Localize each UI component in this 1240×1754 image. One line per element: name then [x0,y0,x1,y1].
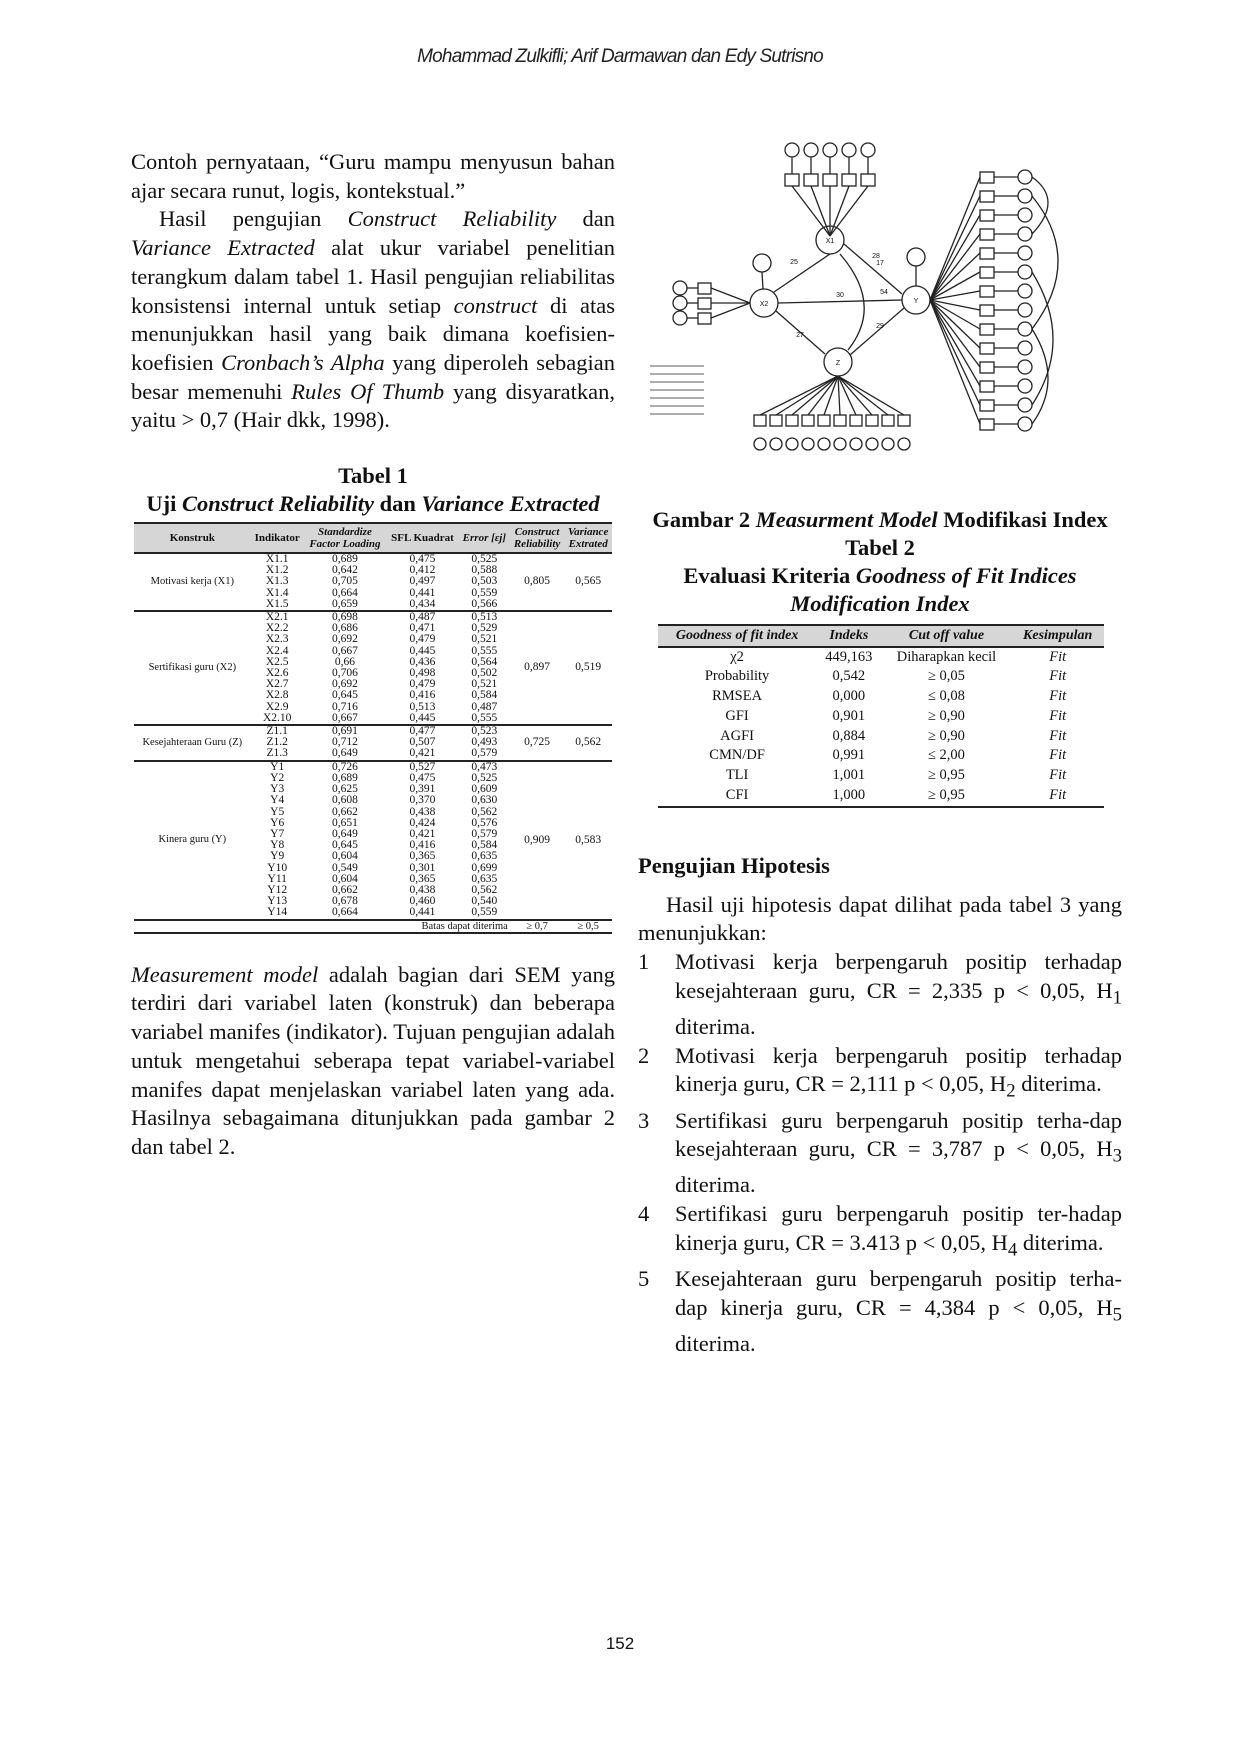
cutoff-cell: ≥ 0,95 [927,767,965,784]
sq-cell: 0,445 [409,711,436,724]
list-number: 4 [638,1201,650,1227]
ind-cell: X2.10 [262,711,292,724]
ind-cell: X1.2 [265,564,289,577]
indeks-cell: 0,884 [832,727,866,744]
sq-cell: 0,370 [409,794,436,807]
sfl-cell: 0,659 [332,597,358,610]
th-sfl-kuadrat: SFL Kuadrat [386,523,459,553]
sfl-cell: 0,642 [332,564,358,577]
sfl-cell: 0,664 [332,906,358,919]
kes-cell: Fit [1049,668,1067,685]
table-goodness-of-fit [658,624,1104,808]
list-item [638,948,1122,1042]
label-y: Y [913,298,919,305]
sfl-cell: 0,649 [332,747,358,760]
err-cell: 0,555 [471,711,498,724]
section-heading: Pengujian Hipotesis [638,852,830,878]
hypothesis-subscript: 1 [1112,987,1122,1009]
ind-cell: Z1.1 [251,725,304,737]
cutoff-cell: ≥ 0,90 [927,707,965,724]
err-cell: 0,584 [471,839,498,852]
x1-indicators [785,143,875,236]
cutoff-cell: ≥ 0,95 [882,786,1012,807]
sfl-cell: 0,645 [332,689,358,702]
cutoff-cell: ≤ 2,00 [927,747,965,764]
ind-cell: Y8 [270,839,285,852]
table-row [658,727,1104,747]
sfl-cell: 0,678 [332,895,358,908]
label-z: Z [835,360,841,367]
indeks-cell: 1,000 [816,786,881,807]
gof-cell: TLI [725,767,749,784]
hypothesis-text: Kesejahteraan guru berpengaruh positip terha-dap kinerja guru, CR = 4,384 p < 0,05, H [675,1266,1122,1320]
table2-header-row [658,625,1104,647]
kes-cell: Fit [1011,786,1104,807]
ind-cell: Y14 [267,906,288,919]
cutoff-cell: ≥ 0,05 [927,668,965,685]
gof-cell: AGFI [720,727,754,744]
label-x1: X1 [825,238,835,245]
ind-cell: Y9 [270,850,285,863]
ind-cell: X1.3 [265,575,289,588]
konstruk-cell: Kinera guru (Y) [134,761,251,920]
sfl-cell: 0,549 [332,861,358,874]
hypothesis-subscript: 4 [1007,1239,1018,1261]
table-row [134,611,612,623]
err-cell: 0,609 [471,783,498,796]
sq-cell: 0,527 [386,761,459,773]
th-ve: Variance Extrated [564,523,612,553]
kes-cell: Fit [1049,648,1067,665]
konstruk-cell: Kesejahteraan Guru (Z) [134,725,251,761]
sq-cell: 0,438 [409,805,436,818]
sq-cell: 0,479 [409,633,436,646]
hypothesis-subscript: 2 [1006,1080,1016,1102]
err-cell: 0,540 [471,895,498,908]
table1-label: Tabel 1 [338,463,408,489]
th-gof: Goodness of fit index [658,625,816,647]
konstruk-cell: Sertifikasi guru (X2) [134,611,251,725]
hypothesis-subscript: 3 [1112,1145,1122,1167]
indeks-cell: 1,001 [832,767,866,784]
ve-cell: 0,519 [564,611,612,725]
th-cutoff: Cut off value [882,625,1012,647]
table1-title: Uji Construct Reliability dan Variance Extracted [146,491,600,517]
gof-cell: CFI [658,786,816,807]
hypothesis-text: Sertifikasi guru berpengaruh positip terha-dap kesejahteraan guru, CR = 3,787 p < 0,05, H [675,1107,1122,1162]
y-indicators [930,170,1058,431]
hypothesis-end: diterima. [675,1330,756,1356]
ind-cell: Z1.3 [266,747,288,760]
kes-cell: Fit [1049,688,1067,705]
table-row [658,687,1104,707]
indeks-cell: 449,163 [825,648,873,665]
sfl-cell: 0,705 [332,575,358,588]
page-number: 152 [605,1634,635,1653]
sem-measurement-model-figure [644,140,1122,490]
list-item [638,1265,1122,1359]
konstruk-cell: Motivasi kerja (X1) [150,576,235,588]
err-cell: 0,566 [471,597,498,610]
ind-cell: X2.8 [265,689,289,702]
sfl-cell: 0,712 [332,736,358,749]
table2-body [658,647,1104,807]
table-row [658,746,1104,766]
ind-cell: Z1.2 [266,736,288,749]
ind-cell: X2.2 [265,622,289,635]
sq-cell: 0,391 [409,783,436,796]
path-label-1: 17 [876,260,884,267]
err-cell: 0,630 [471,794,498,807]
ind-cell: Y3 [270,783,285,796]
err-cell: 0,473 [459,761,510,773]
err-cell: 0,635 [471,872,498,885]
sfl-cell: 0,662 [332,883,358,896]
sfl-cell: 0,667 [332,644,358,657]
table1-footer-label: Batas dapat diterima [386,920,510,933]
sfl-cell: 0,706 [332,667,358,680]
err-cell: 0,579 [471,827,498,840]
kes-cell: Fit [1049,727,1067,744]
table1-body [134,553,612,920]
err-cell: 0,588 [471,564,498,577]
sq-cell: 0,475 [409,771,436,784]
cr-cell: 0,805 [524,575,551,588]
sfl-cell: 0,689 [332,771,358,784]
table-row [658,786,1104,807]
err-cell: 0,503 [471,575,498,588]
gof-cell: RMSEA [712,688,763,705]
list-item [638,1200,1122,1265]
paragraph-example: Contoh pernyataan, “Guru mampu menyusun bahan ajar secara runut, logis, kontekstual.” [131,149,615,203]
sq-cell: 0,513 [409,700,436,713]
sq-cell: 0,477 [386,725,459,737]
sfl-cell: 0,651 [332,816,358,829]
hypothesis-end: diterima. [675,1172,756,1198]
sq-cell: 0,416 [409,839,436,852]
paragraph-measurement-model: Measurement model adalah bagian dari SEM yang terdiri dari variabel laten (konstruk) dan beberapa variabel manifes (indikator). Tujuan pengujian adalah untuk mengetahui seberapa tepat variabel-variabel manifes dapat menjelaskan variabel laten yang ada. Hasilnya sebagaimana ditunjukkan pada gambar 2 dan tabel 2. [131,961,615,1159]
sfl-cell: 0,625 [332,783,358,796]
path-label-7: 28 [872,253,880,260]
running-head: Mohammad Zulkifli; Arif Darmawan dan Edy Sutrisno [417,46,823,67]
path-label-4: 29 [876,323,884,330]
sfl-cell: 0,66 [334,655,356,668]
sfl-cell: 0,716 [332,700,358,713]
list-number: 2 [638,1042,650,1068]
table-construct-reliability [134,522,612,934]
sq-cell: 0,421 [409,747,436,760]
err-cell: 0,584 [471,689,498,702]
ind-cell: X2.6 [265,667,289,680]
th-indikator: Indikator [251,523,304,553]
sfl-cell: 0,664 [332,586,358,599]
list-number: 1 [638,948,650,974]
table1-footer-row [134,920,612,933]
ind-cell: Y7 [270,827,285,840]
hypothesis-end: diterima. [1017,1229,1104,1255]
table-row [658,667,1104,687]
cutoff-cell: Diharapkan kecil [896,648,997,665]
label-x2: X2 [759,301,769,308]
sfl-cell: 0,667 [332,711,358,724]
ind-cell: Y4 [270,794,285,807]
table2-label: Tabel 2 [845,534,915,560]
right-column [638,140,1122,1359]
gof-cell: GFI [725,707,749,724]
sfl-cell: 0,689 [332,553,358,566]
sfl-cell: 0,698 [304,611,386,623]
ind-cell: Y6 [270,816,285,829]
th-indeks: Indeks [816,625,881,647]
ind-cell: X1.4 [265,586,289,599]
sfl-cell: 0,649 [332,827,358,840]
ve-cell: 0,583 [564,761,612,920]
sq-cell: 0,365 [409,872,436,885]
path-label-5: 25 [790,259,798,266]
indeks-cell: 0,542 [832,668,866,685]
table-row [134,725,612,737]
sfl-cell: 0,686 [332,622,358,635]
ind-cell: Y13 [267,895,288,908]
err-cell: 0,635 [471,850,498,863]
table-row [658,707,1104,727]
sq-cell: 0,471 [409,622,436,635]
ind-cell: X2.9 [265,700,289,713]
sfl-cell: 0,608 [332,794,358,807]
hypothesis-end: diterima. [1015,1071,1102,1097]
ind-cell: X1.1 [265,553,289,566]
sfl-cell: 0,662 [332,805,358,818]
ind-cell: X2.4 [265,644,289,657]
cr-cell: 0,725 [510,725,565,761]
err-cell: 0,523 [459,725,510,737]
sq-cell: 0,412 [409,564,436,577]
gof-cell: Probability [704,668,770,685]
err-cell: 0,487 [471,700,498,713]
path-label-3: 54 [880,289,888,296]
ind-cell: Y2 [270,771,285,784]
sq-cell: 0,487 [386,611,459,623]
table-row [658,647,1104,668]
th-cr: Construct Reliability [510,523,565,553]
paragraph-reliability: Hasil pengujian Construct Reliability dan Variance Extracted alat ukur variabel penelitian terangkum dalam tabel 1. Hasil pengujian reliabilitas konsistensi internal untuk setiap construct di atas menunjukkan hasil yang baik dimana koefisien-koefisien Cronbach’s Alpha yang diperoleh sebagian besar memenuhi Rules Of Thumb yang disyaratkan, yaitu > 0,7 (Hair dkk, 1998). [131,206,616,433]
kes-cell: Fit [1049,707,1067,724]
sfl-cell: 0,645 [332,839,358,852]
err-cell: 0,521 [471,633,498,646]
err-cell: 0,525 [471,771,498,784]
err-cell: 0,579 [471,747,498,760]
th-error: Error [εj] [459,523,510,553]
list-number: 5 [638,1266,650,1292]
err-cell: 0,502 [471,667,498,680]
cutoff-cell: ≥ 0,90 [927,727,965,744]
kes-cell: Fit [1049,767,1067,784]
err-cell: 0,525 [471,553,498,566]
sq-cell: 0,498 [409,667,436,680]
path-label-6: 27 [796,332,804,339]
ind-cell: Y5 [270,805,285,818]
table-row [134,553,612,565]
th-konstruk: Konstruk [134,523,251,553]
sfl-cell: 0,604 [332,850,358,863]
hypothesis-text: Motivasi kerja berpengaruh positip terhadap kesejahteraan guru, CR = 2,335 p < 0,05, H [675,948,1122,1003]
sq-cell: 0,436 [409,655,436,668]
z-indicators [754,376,910,450]
sfl-cell: 0,692 [332,678,358,691]
ve-cell: 0,565 [575,575,602,588]
cutoff-cell: ≤ 0,08 [927,688,965,705]
err-cell: 0,521 [471,678,498,691]
sfl-cell: 0,692 [332,633,358,646]
ind-cell: X2.5 [265,655,289,668]
err-cell: 0,564 [471,655,498,668]
hypothesis-text: Sertifikasi guru berpengaruh positip ter-hadap kinerja guru, CR = 3.413 p < 0,05, H [675,1201,1122,1255]
sq-cell: 0,445 [409,644,436,657]
sq-cell: 0,441 [409,586,436,599]
table-row [658,766,1104,786]
ve-cell: 0,562 [564,725,612,761]
sfl-cell: 0,726 [304,761,386,773]
sq-cell: 0,438 [409,883,436,896]
hypothesis-text: Motivasi kerja berpengaruh positip terhadap kinerja guru, CR = 2,111 p < 0,05, H [675,1042,1122,1097]
hypothesis-subscript: 5 [1112,1304,1122,1326]
table1-header-row [134,523,612,553]
err-cell: 0,559 [471,586,498,599]
ind-cell: Y1 [251,761,304,773]
sq-cell: 0,497 [409,575,436,588]
left-column [131,148,615,1162]
sfl-cell: 0,604 [332,872,358,885]
err-cell: 0,529 [471,622,498,635]
table1-footer-cr: ≥ 0,7 [510,920,565,933]
cr-cell: 0,909 [510,761,565,920]
sq-cell: 0,507 [409,736,436,749]
sq-cell: 0,365 [409,850,436,863]
sq-cell: 0,421 [409,827,436,840]
err-cell: 0,559 [471,906,498,919]
x2-indicators [673,281,750,325]
table1-footer-ve: ≥ 0,5 [564,920,612,933]
list-number: 3 [638,1107,650,1133]
err-cell: 0,513 [459,611,510,623]
err-cell: 0,562 [471,805,498,818]
cr-cell: 0,897 [510,611,565,725]
sq-cell: 0,460 [409,895,436,908]
gof-cell: χ2 [730,648,744,665]
indeks-cell: 0,000 [832,688,866,705]
sq-cell: 0,301 [409,861,436,874]
ind-cell: X2.3 [265,633,289,646]
hypothesis-intro: Hasil uji hipotesis dapat dilihat pada tabel 3 yang menunjukkan: [638,891,1122,946]
err-cell: 0,555 [471,644,498,657]
sq-cell: 0,479 [409,678,436,691]
err-cell: 0,562 [471,883,498,896]
ind-cell: Y10 [267,861,288,874]
figure2-caption: Gambar 2 Measurment Model Modifikasi Index [652,506,1108,532]
indeks-cell: 0,901 [832,707,866,724]
ind-cell: Y12 [267,883,288,896]
err-cell: 0,699 [471,861,498,874]
indeks-cell: 0,991 [832,747,866,764]
list-item [638,1107,1122,1201]
list-item [638,1042,1122,1107]
hypothesis-list [638,948,1122,1359]
ind-cell: X1.5 [265,597,289,610]
gof-cell: CMN/DF [709,747,765,764]
ind-cell: X2.7 [265,678,289,691]
sq-cell: 0,475 [409,553,436,566]
err-cell: 0,493 [471,736,498,749]
table-row [134,761,612,773]
sq-cell: 0,424 [409,816,436,829]
th-kesimpulan: Kesimpulan [1011,625,1104,647]
ind-cell: Y11 [267,872,287,885]
disturbance-x2 [753,254,771,272]
sq-cell: 0,441 [409,906,436,919]
sq-cell: 0,434 [409,597,436,610]
ind-cell: X2.1 [251,611,304,623]
kes-cell: Fit [1049,747,1067,764]
th-sfl: Standardize Factor Loading [304,523,386,553]
path-label-2: 30 [836,292,844,299]
table2-title: Evaluasi Kriteria Goodness of Fit Indices Modification Index [683,562,1077,616]
hypothesis-end: diterima. [675,1013,756,1039]
sfl-cell: 0,691 [304,725,386,737]
err-cell: 0,576 [471,816,498,829]
fit-summary-box [650,366,704,414]
disturbance-y [907,248,925,266]
sq-cell: 0,416 [409,689,436,702]
